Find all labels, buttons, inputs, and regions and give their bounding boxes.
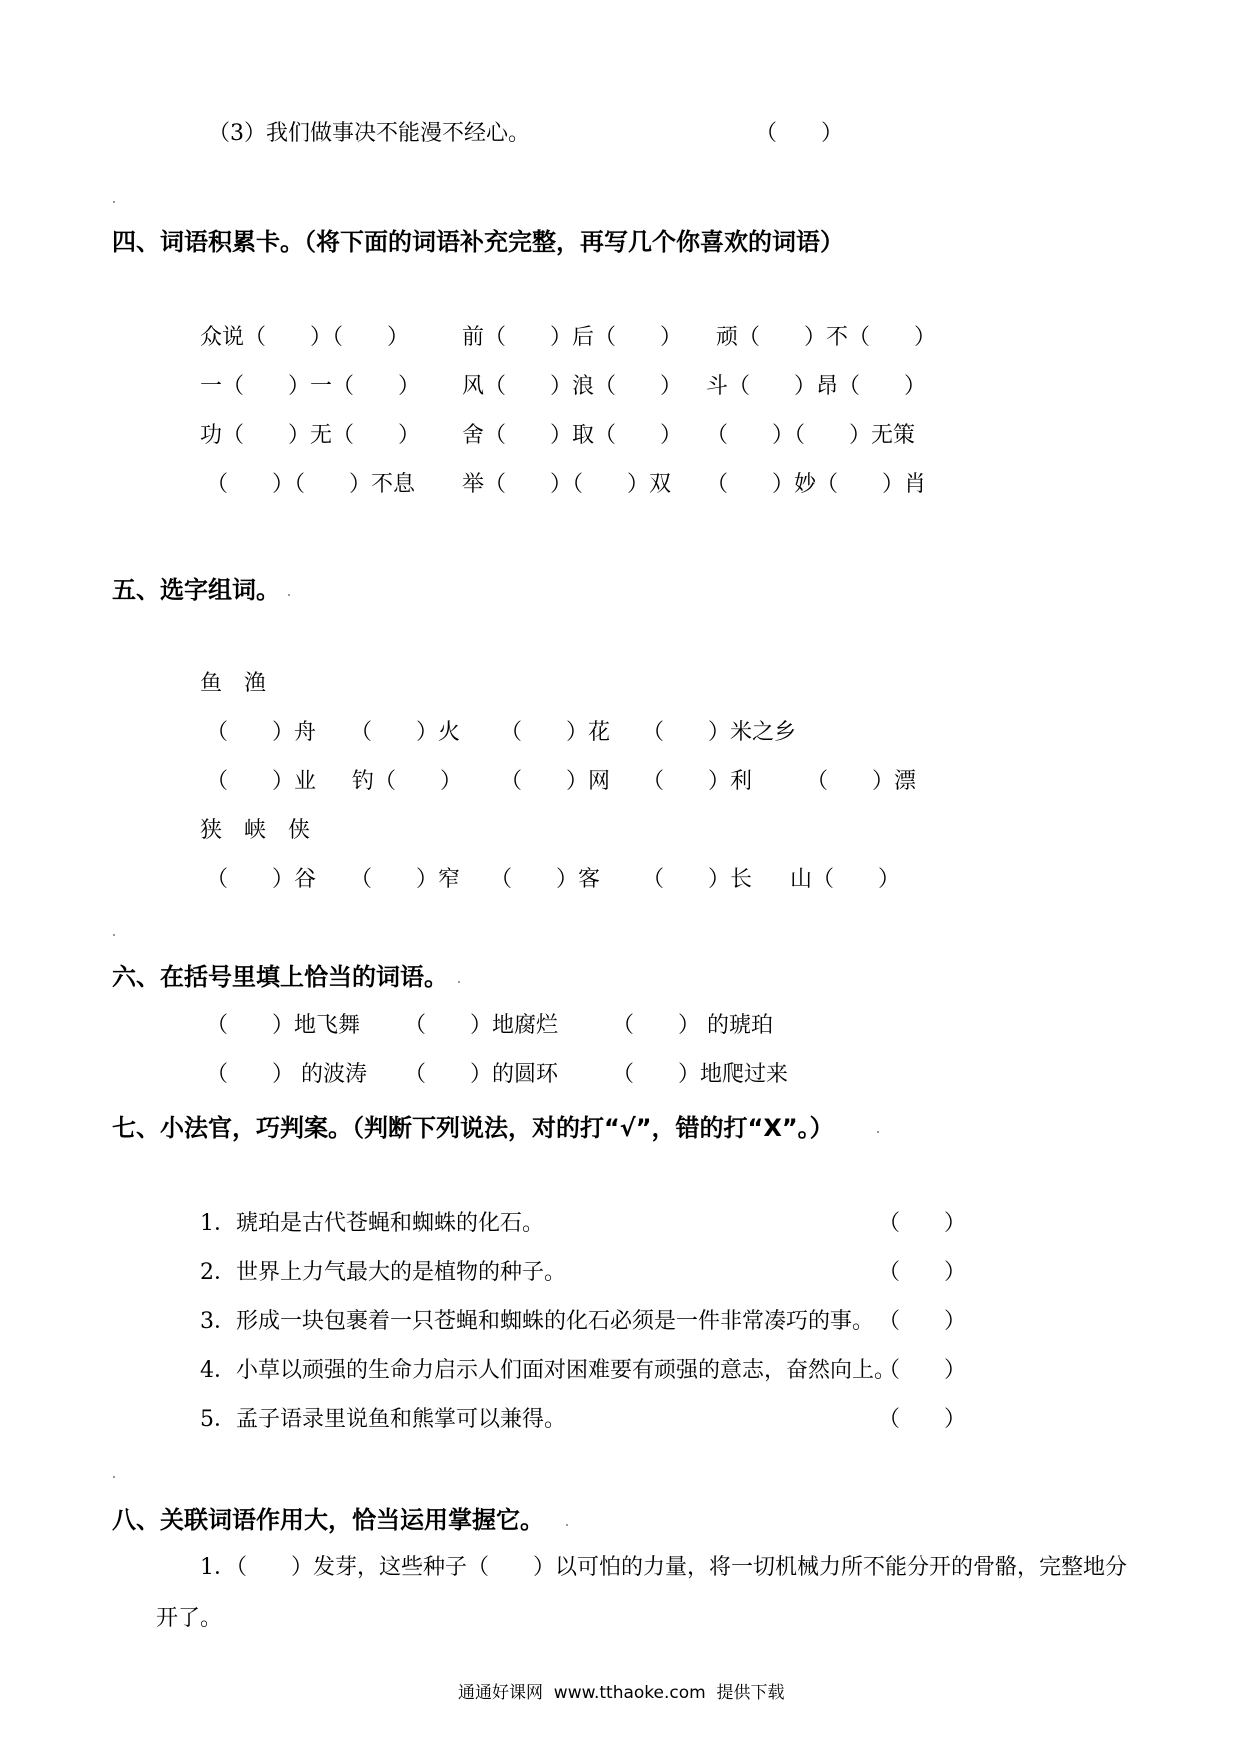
character-choices: 狭 峡 侠: [200, 818, 311, 843]
answer-parentheses: （ ）: [878, 1211, 967, 1236]
section-5-title: 五、选字组词。: [112, 576, 280, 604]
idiom-fill: 前（ ）后（ ）: [462, 325, 683, 350]
section-6-title: 六、在括号里填上恰当的词语。: [112, 963, 448, 991]
idiom-fill: 舍（ ）取（ ）: [462, 423, 683, 448]
scan-speck: [113, 201, 115, 203]
scan-speck: [113, 1476, 115, 1478]
section-4-title: 四、词语积累卡。（将下面的词语补充完整，再写几个你喜欢的词语）: [112, 228, 844, 256]
section-8-title: 八、关联词语作用大，恰当运用掌握它。: [112, 1506, 544, 1534]
conjunction-question-line-1: 1．（ ）发芽，这些种子（ ）以可怕的力量，将一切机械力所不能分开的骨骼，完整地分: [200, 1555, 1128, 1580]
idiom-fill: 功（ ）无（ ）: [200, 423, 421, 448]
idiom-fill: 顽（ ）不（ ）: [716, 325, 937, 350]
idiom-fill: （ ）妙（ ）肖: [706, 472, 927, 497]
word-fill: （ ）长: [642, 867, 753, 892]
phrase-fill: （ ）地飞舞: [206, 1013, 361, 1038]
answer-parentheses: （ ）: [878, 1260, 967, 1285]
question-3-text: （3）我们做事决不能漫不经心。: [208, 121, 530, 146]
conjunction-question-line-2: 开了。: [156, 1606, 223, 1631]
word-fill: （ ）利: [642, 769, 753, 794]
word-fill: （ ）漂: [806, 769, 917, 794]
scan-speck: [566, 1524, 568, 1526]
idiom-fill: 举（ ）（ ）双: [462, 472, 672, 497]
phrase-fill: （ ）地腐烂: [404, 1013, 559, 1038]
idiom-fill: （ ）（ ）不息: [206, 472, 416, 497]
section-7-title: 七、小法官，巧判案。（判断下列说法，对的打“√”，错的打“X”。）: [112, 1114, 834, 1142]
phrase-fill: （ ） 的琥珀: [612, 1013, 773, 1038]
judgment-statement: 3．形成一块包裹着一只苍蝇和蜘蛛的化石必须是一件非常凑巧的事。: [200, 1309, 874, 1334]
answer-parentheses: （ ）: [878, 1309, 967, 1334]
phrase-fill: （ ） 的波涛: [206, 1062, 367, 1087]
idiom-fill: 众说（ ）（ ）: [200, 325, 410, 350]
character-choices: 鱼 渔: [200, 671, 267, 696]
word-fill: （ ）花: [500, 720, 611, 745]
phrase-fill: （ ）地爬过来: [612, 1062, 789, 1087]
scan-speck: [113, 934, 115, 936]
word-fill: （ ）网: [500, 769, 611, 794]
word-fill: （ ）火: [350, 720, 461, 745]
word-fill: （ ）谷: [206, 867, 317, 892]
idiom-fill: （ ）（ ）无策: [706, 423, 916, 448]
scan-speck: [458, 981, 460, 983]
word-fill: （ ）米之乡: [642, 720, 797, 745]
judgment-statement: 2．世界上力气最大的是植物的种子。: [200, 1260, 566, 1285]
idiom-fill: 斗（ ）昂（ ）: [706, 374, 927, 399]
word-fill: 山（ ）: [790, 867, 901, 892]
phrase-fill: （ ）的圆环: [404, 1062, 559, 1087]
judgment-statement: 4．小草以顽强的生命力启示人们面对困难要有顽强的意志，奋然向上。: [200, 1358, 896, 1383]
answer-parentheses: （ ）: [878, 1407, 967, 1432]
footer-source: 通通好课网 www.tthaoke.com 提供下载: [458, 1683, 785, 1703]
idiom-fill: 一（ ）一（ ）: [200, 374, 421, 399]
word-fill: （ ）舟: [206, 720, 317, 745]
word-fill: （ ）窄: [350, 867, 461, 892]
answer-parentheses: （ ）: [878, 1358, 967, 1383]
word-fill: 钓（ ）: [352, 769, 463, 794]
scan-speck: [877, 1131, 879, 1133]
judgment-statement: 5．孟子语录里说鱼和熊掌可以兼得。: [200, 1407, 566, 1432]
judgment-statement: 1．琥珀是古代苍蝇和蜘蛛的化石。: [200, 1211, 544, 1236]
idiom-fill: 风（ ）浪（ ）: [462, 374, 683, 399]
word-fill: （ ）业: [206, 769, 317, 794]
answer-parentheses: （ ）: [755, 121, 844, 146]
word-fill: （ ）客: [490, 867, 601, 892]
scan-speck: [288, 594, 290, 596]
